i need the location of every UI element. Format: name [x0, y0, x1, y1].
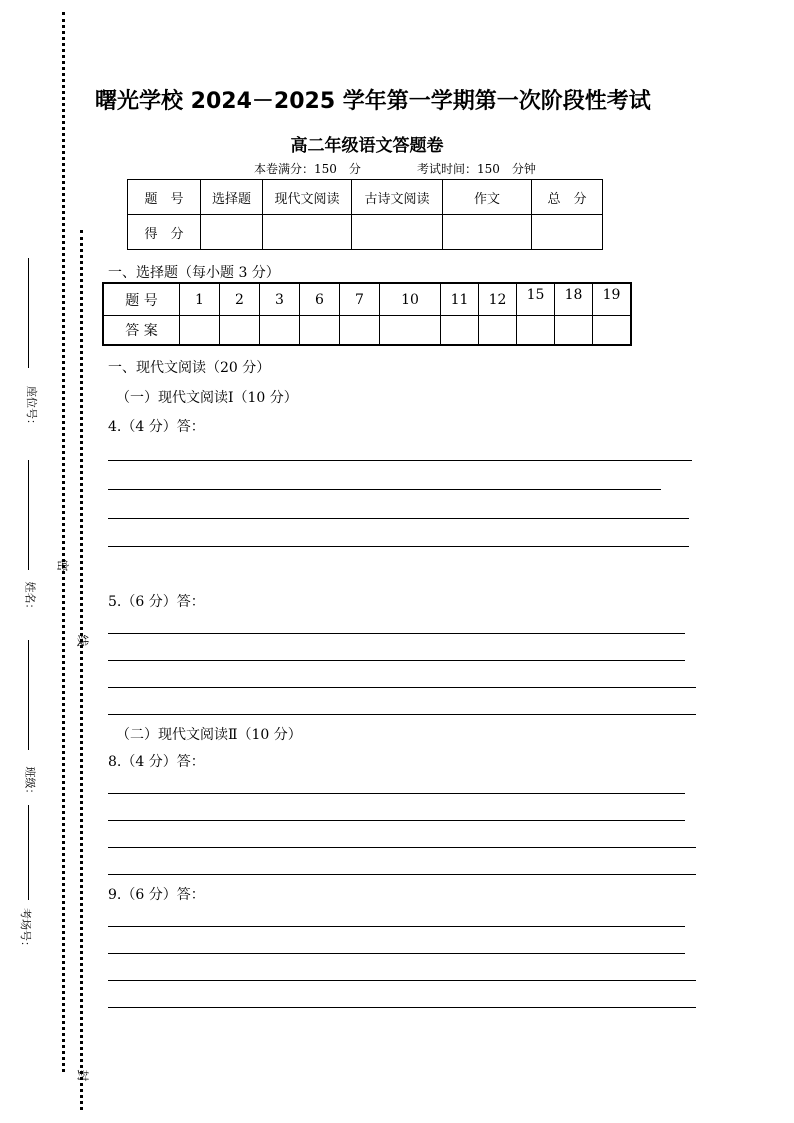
choice-section-heading: 一、选择题（每小题 3 分） [108, 265, 280, 281]
seal-char-mi: 密 [55, 559, 70, 572]
answer-line[interactable] [108, 518, 689, 519]
answer-line[interactable] [108, 820, 685, 821]
score-cell[interactable] [263, 215, 352, 250]
question-number: 3 [260, 283, 300, 316]
answer-cell[interactable] [555, 316, 593, 346]
question-number: 7 [340, 283, 380, 316]
answer-cell[interactable] [380, 316, 441, 346]
score-cell[interactable] [532, 215, 603, 250]
score-cell[interactable] [201, 215, 263, 250]
class-field-label: 班级： [23, 766, 37, 800]
question-number: 11 [441, 283, 479, 316]
full-score-info: 本卷满分：150 分 [254, 162, 361, 176]
answer-line[interactable] [108, 714, 696, 715]
answer-cell[interactable] [180, 316, 220, 346]
name-field-label: 姓名： [23, 581, 37, 615]
answer-line[interactable] [108, 793, 685, 794]
reading-part2-heading: （二）现代文阅读Ⅱ（10 分） [116, 727, 302, 743]
score-table-column-header: 现代文阅读 [263, 180, 352, 215]
paper-subtitle-text: 高二年级语文答题卷 [290, 136, 444, 156]
choice-number-row [103, 283, 631, 316]
question-number: 6 [300, 283, 340, 316]
score-cell[interactable] [443, 215, 532, 250]
answer-cell[interactable] [479, 316, 517, 346]
question-number: 12 [479, 283, 517, 316]
answer-line[interactable] [108, 1007, 696, 1008]
score-table-row-label: 题 号 [128, 180, 201, 215]
question-4-label: 4.（4 分）答： [108, 419, 205, 435]
choice-answer-table [102, 282, 632, 346]
answer-cell[interactable] [260, 316, 300, 346]
answer-line[interactable] [108, 953, 685, 954]
question-number: 18 [555, 283, 593, 316]
choice-table-row-label: 答 案 [103, 316, 180, 346]
question-9-label: 9.（6 分）答： [108, 887, 205, 903]
name-field-line [28, 460, 29, 570]
paper-subtitle [0, 131, 794, 156]
binding-dotted-line-outer [62, 12, 65, 1072]
answer-line[interactable] [108, 687, 696, 688]
answer-line[interactable] [108, 489, 661, 490]
choice-table-row-label: 题 号 [103, 283, 180, 316]
score-table-score-row [128, 215, 603, 250]
question-number: 19 [593, 283, 632, 316]
score-table [127, 179, 603, 250]
seal-char-feng: 封 [75, 1069, 90, 1082]
score-table-header-row [128, 180, 603, 215]
binding-dotted-line-inner [80, 230, 83, 1110]
answer-cell[interactable] [441, 316, 479, 346]
answer-cell[interactable] [220, 316, 260, 346]
seal-char-xian: 线 [75, 634, 90, 647]
reading-part1-heading: （一）现代文阅读Ⅰ（10 分） [116, 390, 298, 406]
score-cell[interactable] [352, 215, 443, 250]
question-number: 2 [220, 283, 260, 316]
answer-line[interactable] [108, 546, 689, 547]
score-table-column-header: 古诗文阅读 [352, 180, 443, 215]
exam-room-field-line [28, 805, 29, 900]
score-table-row-label: 得 分 [128, 215, 201, 250]
answer-line[interactable] [108, 660, 685, 661]
question-number: 15 [517, 283, 555, 316]
answer-line[interactable] [108, 874, 696, 875]
answer-line[interactable] [108, 980, 696, 981]
seat-field-label: 座位号： [25, 386, 38, 430]
reading-section-heading: 一、现代文阅读（20 分） [108, 360, 271, 376]
question-5-label: 5.（6 分）答： [108, 594, 205, 610]
page-title: 曙光学校 2024－2025 学年第一学期第一次阶段性考试 [95, 89, 651, 114]
answer-cell[interactable] [517, 316, 555, 346]
question-8-label: 8.（4 分）答： [108, 754, 205, 770]
answer-line[interactable] [108, 926, 685, 927]
seat-field-line [28, 258, 29, 368]
answer-cell[interactable] [593, 316, 632, 346]
answer-cell[interactable] [340, 316, 380, 346]
exam-time-info: 考试时间：150 分钟 [417, 162, 536, 176]
answer-line[interactable] [108, 847, 696, 848]
exam-room-field-label: 考场号： [19, 908, 32, 952]
score-table-column-header: 选择题 [201, 180, 263, 215]
answer-line[interactable] [108, 460, 692, 461]
score-table-column-header: 作文 [443, 180, 532, 215]
question-number: 1 [180, 283, 220, 316]
question-number: 10 [380, 283, 441, 316]
class-field-line [28, 640, 29, 750]
choice-answer-row [103, 316, 631, 346]
score-table-column-header: 总 分 [532, 180, 603, 215]
answer-cell[interactable] [300, 316, 340, 346]
answer-line[interactable] [108, 633, 685, 634]
